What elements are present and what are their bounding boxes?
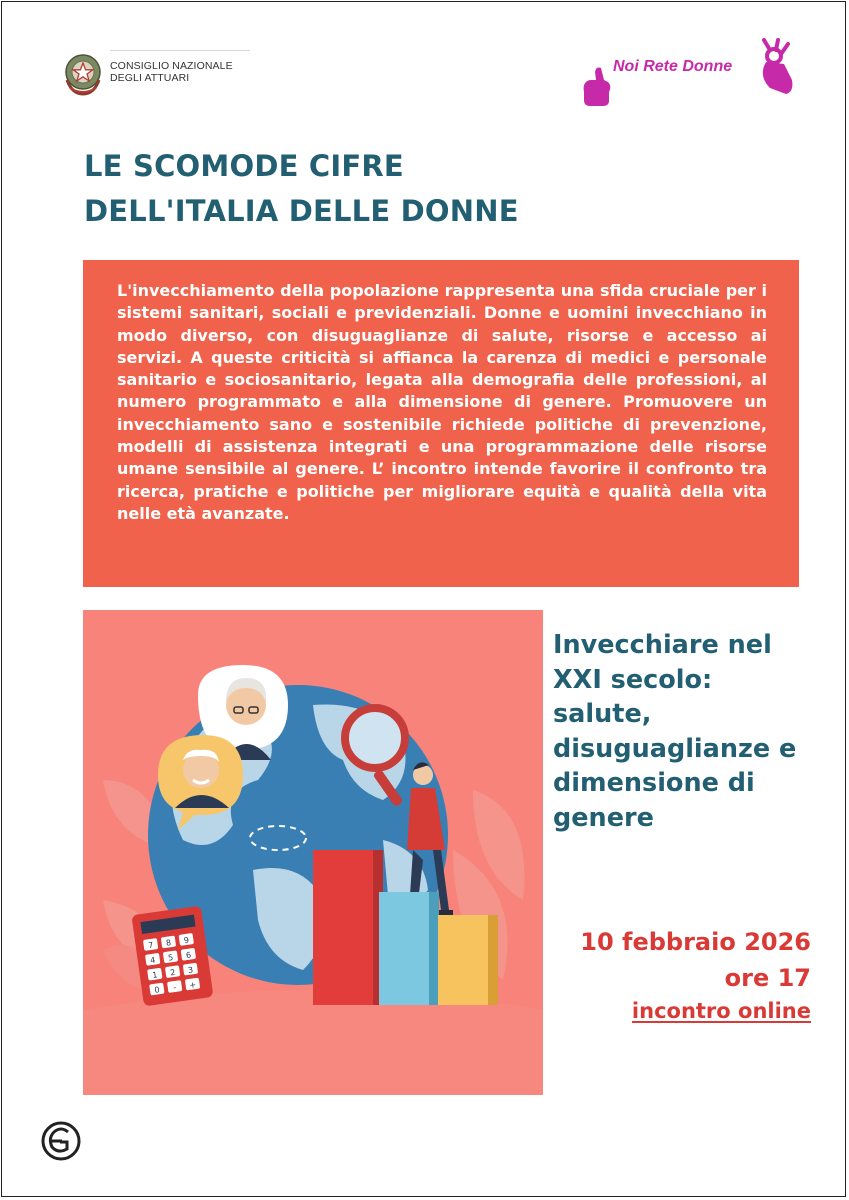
- event-title-line-5: dimensione di: [553, 768, 755, 798]
- event-title-line-6: genere: [553, 802, 654, 833]
- intro-box: [83, 260, 799, 587]
- organization-name: [110, 60, 233, 84]
- ok-hand-icon: [763, 40, 793, 94]
- event-illustration: [83, 610, 543, 1095]
- event-title: [553, 628, 823, 835]
- title-line-2: DELL'ITALIA DELLE DONNE: [84, 194, 519, 228]
- calculator-key-label: 7: [147, 940, 154, 951]
- calculator-key-label: 6: [185, 950, 192, 961]
- calculator-key-label: +: [188, 980, 197, 990]
- calculator-key-label: 0: [153, 985, 161, 995]
- event-title-line-3: salute,: [553, 699, 652, 729]
- organization-line-2: DEGLI ATTUARI: [110, 72, 190, 84]
- calculator-key-label: 9: [183, 935, 190, 946]
- thumbs-up-icon: [584, 68, 611, 107]
- event-date-block: [580, 924, 811, 1026]
- organization-line-1: CONSIGLIO NAZIONALE: [110, 60, 233, 72]
- title-line-1: LE SCOMODE CIFRE: [84, 149, 404, 183]
- event-title-line-1: Invecchiare nel: [553, 630, 772, 660]
- intro-text: L'invecchiamento della popolazione rappresenta una sfida cruciale per i sistemi sanitari, sociali e previdenziali. Donne e uomini invecchiano in modo diverso, con disuguaglianze di salute, risorse e accesso ai servizi. A queste criticità si affianca la carenza di medici e personale sanitario e sociosanitario, legata alla demografia delle professioni, al numero programmato e alla dimensione di genere. Promuovere un invecchiamento sano e sostenibile richiede politiche di prevenzione, modelli di assistenza integrati e una programmazione delle risorse umane sensibile al genere. L’ incontro intende favorire il confronto tra ricerca, pratiche e politiche per migliorare equità e qualità della vita nelle età avanzate.: [117, 281, 767, 523]
- calculator-key-label: 5: [167, 952, 174, 963]
- calculator-key-label: 1: [151, 970, 159, 980]
- italian-republic-emblem-icon: [60, 50, 106, 98]
- calculator-key-label: -: [172, 982, 177, 993]
- eg-monogram-icon: [40, 1120, 82, 1162]
- event-title-line-2: XXI secolo:: [553, 664, 713, 695]
- event-time: ore 17: [724, 964, 811, 992]
- event-title-line-4: disuguaglianze e: [553, 733, 797, 764]
- calculator-key-label: 8: [165, 938, 172, 948]
- calculator-key-label: 4: [149, 955, 156, 966]
- partner-logo-text: Noi Rete Donne: [613, 58, 733, 75]
- page-title: [84, 144, 644, 234]
- event-mode-link[interactable]: incontro online: [631, 999, 811, 1023]
- calculator-key-label: 3: [187, 965, 194, 975]
- calculator-key-label: 2: [169, 967, 176, 978]
- header-divider: [110, 50, 250, 51]
- event-date: 10 febbraio 2026: [580, 928, 811, 956]
- calculator-icon: [131, 906, 213, 1007]
